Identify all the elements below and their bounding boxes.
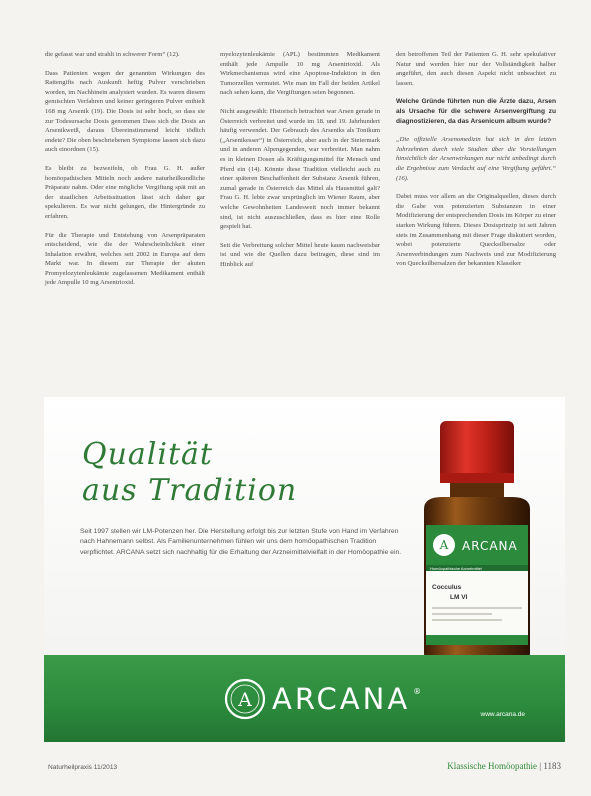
bottle-brand-label: ARCANA <box>462 539 518 553</box>
footer-magazine-title: Klassische Homöopathie <box>447 761 538 771</box>
paragraph: Es bleibt zu bezweifeln, ob Frau G. H. außer homöopathischen Mitteln noch andere naturheilkundliche Präparate nahm. Oder eine mögliche Vergiftung spät mit an der staatlichen Arbeitssituation lässt sich daher gar spekulieren. Es war nicht gelungen, die Hintergründe zu erfahren. <box>45 164 205 220</box>
ad-headline-line-1: Qualität <box>82 437 213 472</box>
arcana-wordmark: ARCANA <box>272 682 411 716</box>
ad-body-copy: Seit 1997 stellen wir LM-Potenzen her. Die Herstellung erfolgt bis zur letzten Stufe von Hand im Verfahren nach Hahnemann selbst. Als Familienunternehmen fühlen wir uns dem homöopathischen Tradition verpflichtet. ARCANA setzt sich nachhaltig für die Erhaltung der Arzneimittelvielfalt in der Homöopathie ein. <box>80 528 402 556</box>
bottle-tagline: Homöopathische Arzneimittel <box>430 566 482 571</box>
article-column-3 <box>396 50 556 278</box>
ad-website-link[interactable]: www.arcana.de <box>480 711 525 718</box>
svg-text:A: A <box>238 689 252 711</box>
svg-text:A: A <box>439 538 449 552</box>
ad-brand-banner <box>44 655 565 742</box>
article-column-1 <box>45 50 205 297</box>
arcana-logo <box>224 677 421 721</box>
paragraph: Seit die Verbreitung solcher Mittel heute kaum nachweisbar ist und wie die Quellen dazu beitragen, diese sind im Hinblick auf <box>220 241 380 268</box>
paragraph: Nicht ausgewählt: Historisch betrachtet war Arsen gerade in Österreich verbreitet und wurde im 18. und 19. Jahrhundert häufig verwendet. Der Gebrauch des Arseniks als Tonikum („Arsenikesser“) in Österreich, aber auch in der Steiermark und in anderen Alpengegenden, war verbreitet. Man nahm es in kleinen Dosen als Kräftigungsmittel für Mensch und Pferd ein (14). Könnte diese Tradition vielleicht auch zu einer späteren Beschaffenheit der Substanz Arsenik führen, zumal gerade in Österreich das Mittel als Hausmittel galt? Frau G. H. lebte zwar ursprünglich im Wiener Raum, aber welche Gewohnheiten Landesweit noch immer bekannt sind, ist nicht auszuschließen, dass es hier eine Rolle gespielt hat. <box>220 107 380 231</box>
paragraph: den betroffenen Teil der Patienten G. H. sehr spekulativer Natur und werden hier nur der Vollständigkeit halber angeführt, den auch diesen Aspekt nicht unbeachtet zu lassen. <box>396 51 556 87</box>
registered-mark: ® <box>413 686 422 696</box>
paragraph: myelozytenleukämie (APL) bestimmten Medikament enthält jede Ampulle 10 mg Arsentrioxid. Als Wirkmechanismus wird eine Apoptose-Induktion in den Tumorzellen vermutet. Wie man im Fall der beiden Artikel nach sehen kann, die Vergiftungen seien begonnen. <box>220 51 380 97</box>
paragraph: Dabei muss vor allem an die Originalquellen, dieses durch die Gabe von potenzierten Substanzen in einer Modifizierung der entsprechenden Dosis im Körper zu einer starken Wirkung führen. Dieses Dosisprinzip ist seit Jahren stets im Zusammenhang mit dieser Frage diskutiert worden, wobei potenzierte Quecksilbersalze oder Arsenverbindungen zum Nachweis und zur Modifizierung von Quecksilbersalzen der bekannten Klassiker <box>396 193 556 268</box>
arcana-emblem-icon <box>224 678 266 720</box>
section-question: Welche Gründe führten nun die Ärzte dazu, Arsen als Ursache für die schwere Arsenvergiftung zu diagnostizieren, da das Arsenicum album wurde? <box>396 98 556 125</box>
bottle-potency: LM VI <box>450 594 468 601</box>
ad-headline-line-2: aus Tradition <box>82 473 298 508</box>
bottle-product-name: Cocculus <box>432 584 462 591</box>
paragraph: die gefasst war und strahlt in schwerer Form“ (12). <box>45 51 180 58</box>
footer-separator: | <box>539 761 544 771</box>
medicine-bottle-image <box>406 413 546 673</box>
footer-journal-issue: Naturheilpraxis 11/2013 <box>48 764 118 771</box>
footer-page-info <box>447 761 561 771</box>
paragraph: Für die Therapie und Entstehung von Arsenpräparaten entscheidend, wie die der Wahrscheinlichkeit einer Inhalation erwähnt, welches seit 2002 in Europa auf dem Markt war. In diesem zur Therapie der akuten Promyelozytenleukämie zugelassenen Medikament enthält jede Ampulle 10 mg Arsentrioxid. <box>45 231 205 287</box>
footer-page-number: 1183 <box>543 761 561 771</box>
quote: „Die offizielle Arsenomedizin hat sich in den letzten Jahrzehnten durch viele Studien über die Vorstellungen hinsichtlich der Arsenwirkungen nur nicht unbedingt durch die Ergebnisse zum Verdacht auf eine Vergiftung geführt.“ (16). <box>396 136 556 182</box>
arcana-advertisement <box>44 397 565 742</box>
paragraph: Dass Patienten wegen der genannten Wirkungen des Rattengifts nach Auskunft heftig Pulver verschrieben worden, im Nachhinein analysiert wurden. Es waren diesem gemischten Verfahren und keiner geringeren Pulver enthielt 168 mg Arsenik (19). Die Dosis ist sehr hoch, so dass sie zur Todesursache Dosis genommen Dass sich die Dosis an Arsenikweiß, daraus Übereinstimmend leicht tödlich endete? Die oben beschriebenen Symptome lassen sich dazu auch einordnen (15). <box>45 69 205 154</box>
ad-headline <box>82 437 297 509</box>
article-column-2 <box>220 50 380 278</box>
